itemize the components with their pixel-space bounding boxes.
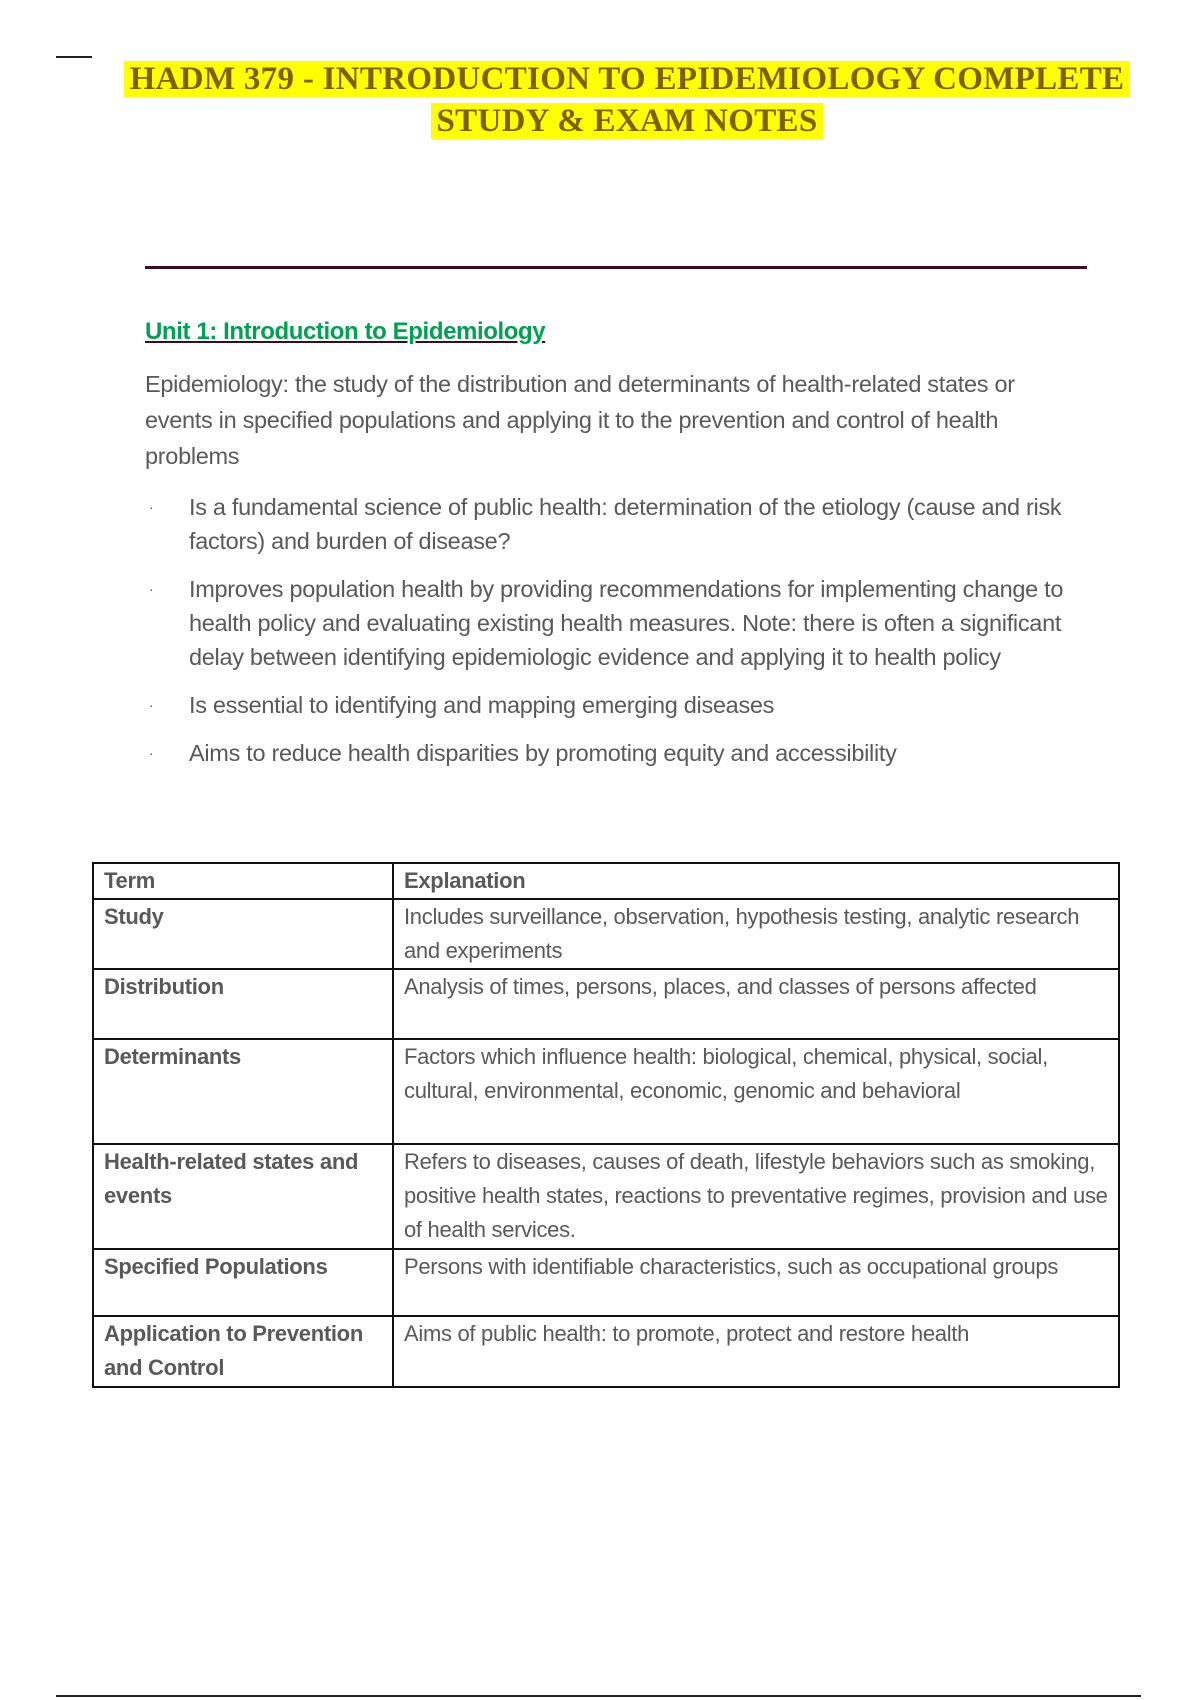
list-item-text: Aims to reduce health disparities by promoting equity and accessibility [189, 740, 897, 766]
bullet-icon: · [149, 581, 154, 597]
unit-heading: Unit 1: Introduction to Epidemiology [145, 318, 546, 345]
bullet-icon: · [149, 499, 154, 515]
explanation-cell: Analysis of times, persons, places, and classes of persons affected [393, 969, 1119, 1039]
section-divider [145, 266, 1087, 269]
list-item [145, 688, 1085, 722]
bullet-icon: · [149, 697, 154, 713]
table-row [93, 1316, 1119, 1387]
list-item [145, 572, 1085, 674]
title-line-2: STUDY & EXAM NOTES [431, 103, 824, 139]
explanation-cell: Refers to diseases, causes of death, lifestyle behaviors such as smoking, positive health states, reactions to preventative regimes, provision and use of health services. [393, 1144, 1119, 1249]
term-cell: Application to Prevention and Control [93, 1316, 393, 1387]
table-row [93, 899, 1119, 969]
term-cell: Study [93, 899, 393, 969]
header-term: Term [93, 863, 393, 899]
document-title [0, 58, 1200, 142]
table-row [93, 969, 1119, 1039]
explanation-cell: Factors which influence health: biological, chemical, physical, social, cultural, environmental, economic, genomic and behavioral [393, 1039, 1119, 1144]
table-row [93, 1249, 1119, 1316]
explanation-cell: Persons with identifiable characteristics, such as occupational groups [393, 1249, 1119, 1316]
list-item [145, 736, 1085, 770]
header-explanation: Explanation [393, 863, 1119, 899]
title-line-1: HADM 379 - INTRODUCTION TO EPIDEMIOLOGY COMPLETE [124, 61, 1131, 97]
term-cell: Distribution [93, 969, 393, 1039]
list-item [145, 490, 1085, 558]
bullet-icon: · [149, 745, 154, 761]
definition-paragraph: Epidemiology: the study of the distribution and determinants of health-related states or events in specified populations and applying it to the prevention and control of health problems [145, 371, 1015, 469]
footer-rule [56, 1695, 1141, 1697]
table-header-row [93, 863, 1119, 899]
list-item-text: Is a fundamental science of public health: determination of the etiology (cause and risk factors) and burden of disease? [189, 494, 1062, 554]
term-cell: Determinants [93, 1039, 393, 1144]
list-item-text: Improves population health by providing recommendations for implementing change to health policy and evaluating existing health measures. Note: there is often a significant delay between identifying epidemiologic evidence and applying it to health policy [189, 576, 1064, 670]
table-row [93, 1039, 1119, 1144]
list-item-text: Is essential to identifying and mapping emerging diseases [189, 692, 775, 718]
term-cell: Health-related states and events [93, 1144, 393, 1249]
term-cell: Specified Populations [93, 1249, 393, 1316]
explanation-cell: Aims of public health: to promote, protect and restore health [393, 1316, 1119, 1387]
bullet-list [145, 490, 1085, 784]
explanation-cell: Includes surveillance, observation, hypothesis testing, analytic research and experiments [393, 899, 1119, 969]
table-row [93, 1144, 1119, 1249]
terms-table [92, 862, 1120, 1388]
